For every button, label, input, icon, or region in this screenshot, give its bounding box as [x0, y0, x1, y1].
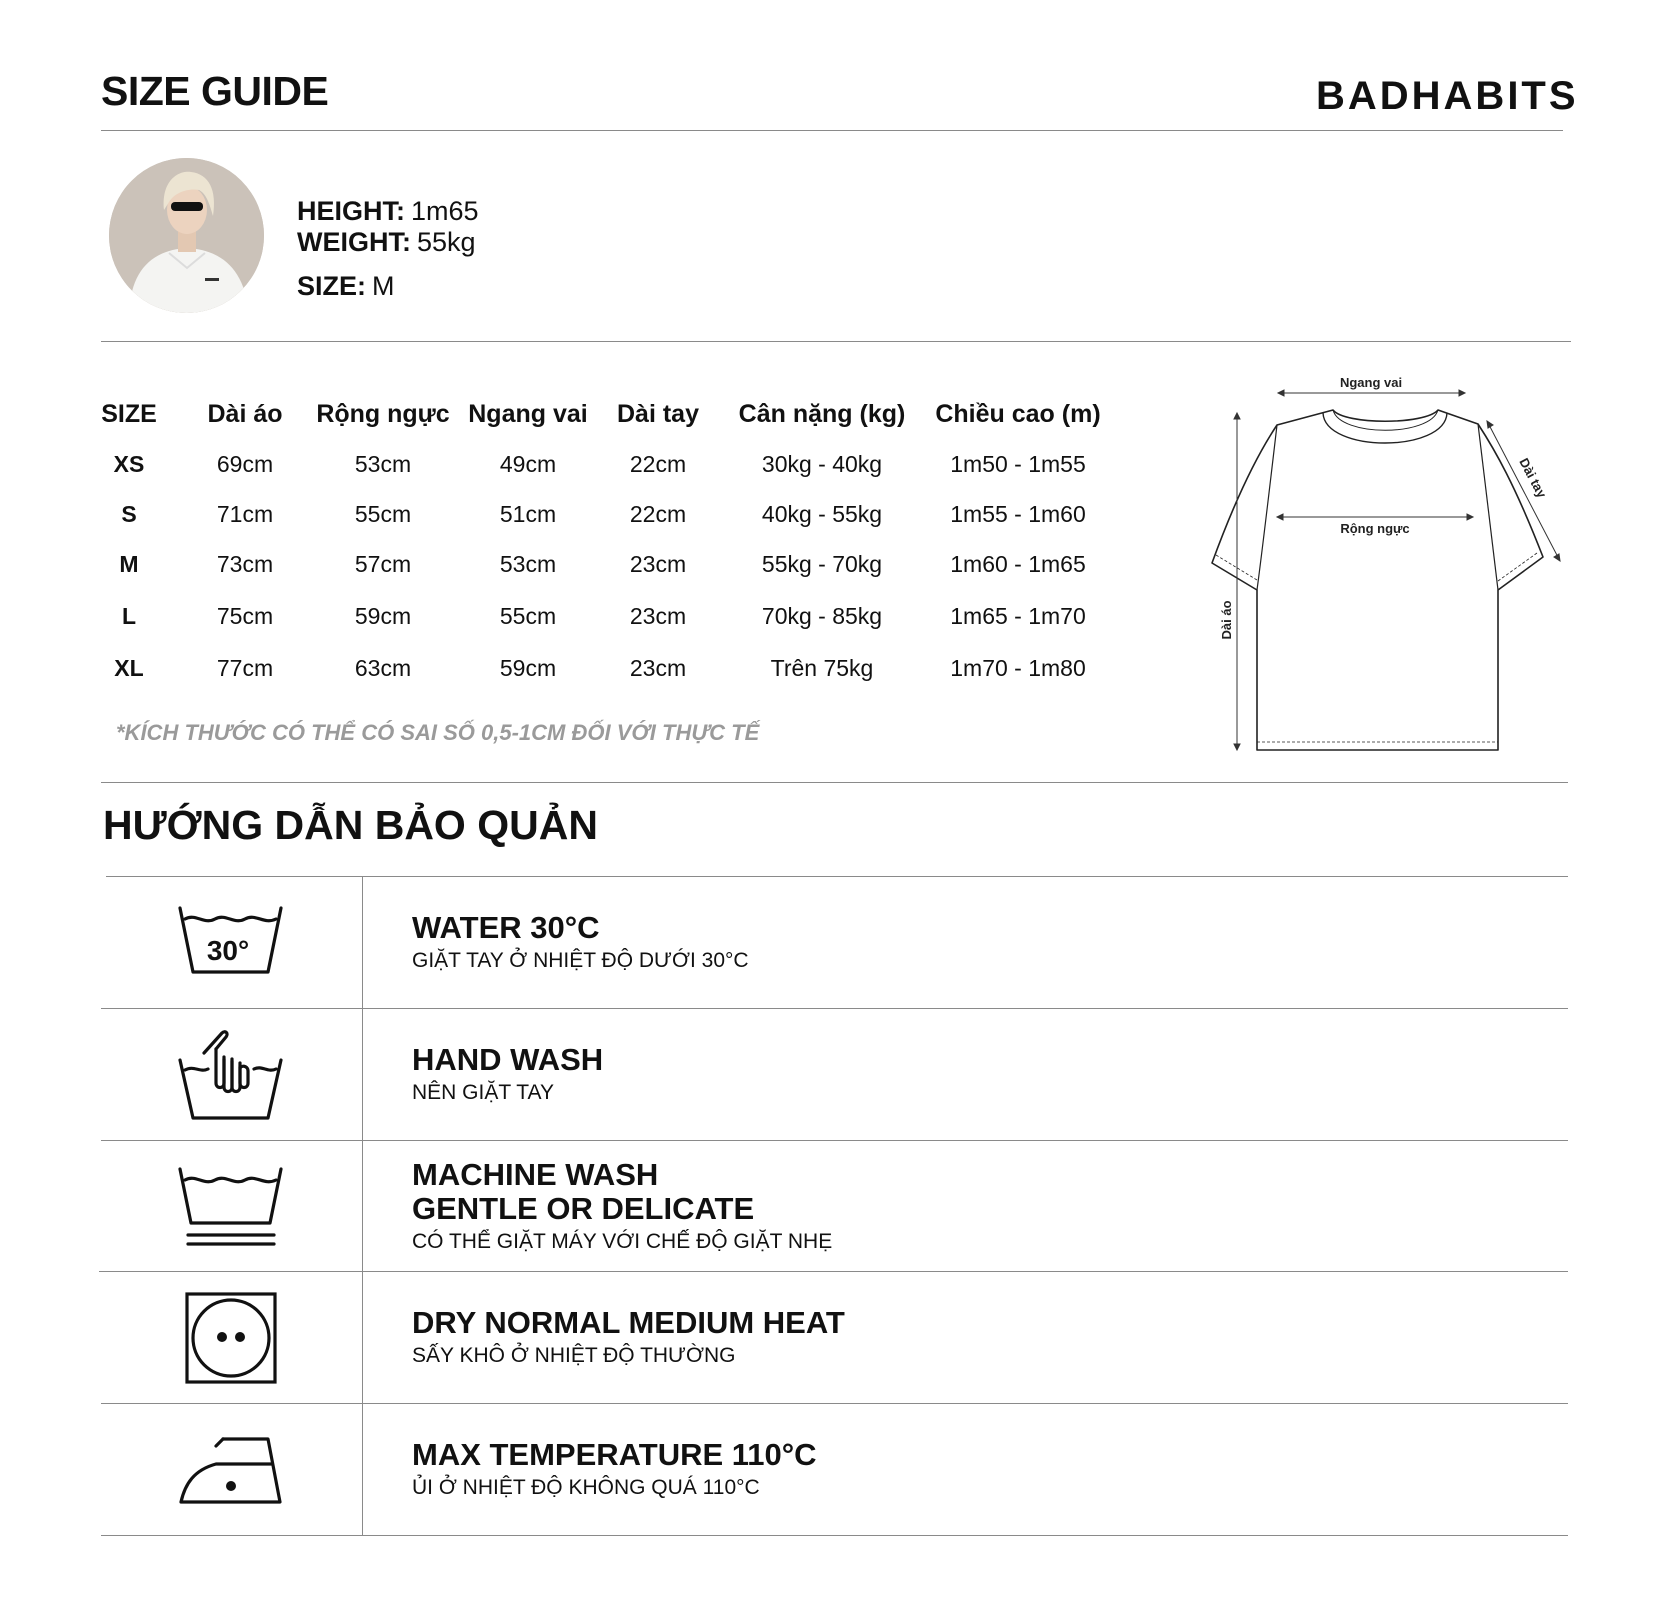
- table-cell: 55cm: [354, 501, 412, 527]
- table-cell: 49cm: [499, 451, 557, 477]
- table-cell: S: [121, 501, 137, 527]
- label-sleeve: Dài tay: [1516, 455, 1550, 501]
- table-cell: 23cm: [629, 655, 687, 681]
- divider: [101, 341, 1571, 342]
- table-cell: 40kg - 55kg: [761, 501, 883, 527]
- model-height: HEIGHT: 1m65: [297, 196, 479, 226]
- table-cell: 53cm: [499, 551, 557, 577]
- wash-30-icon: [176, 903, 286, 983]
- table-cell: M: [119, 551, 139, 577]
- table-cell: 1m60 - 1m65: [950, 551, 1086, 577]
- care-item-title: WATER 30°C: [412, 910, 600, 945]
- table-cell: 75cm: [216, 603, 274, 629]
- brand-logo: BADHABITS: [1316, 74, 1579, 118]
- model-avatar: [109, 158, 264, 313]
- table-cell: 1m50 - 1m55: [950, 451, 1086, 477]
- table-cell: 22cm: [629, 501, 687, 527]
- table-cell: 59cm: [354, 603, 412, 629]
- care-item-title: MACHINE WASH: [412, 1157, 659, 1192]
- care-item-subtitle: ỦI Ở NHIỆT ĐỘ KHÔNG QUÁ 110°C: [412, 1476, 760, 1499]
- table-header: Dài áo: [207, 400, 283, 428]
- care-row: [100, 1141, 1568, 1273]
- table-cell: 1m70 - 1m80: [950, 655, 1086, 681]
- table-cell: 22cm: [629, 451, 687, 477]
- table-cell: XL: [114, 655, 144, 681]
- table-cell: 69cm: [216, 451, 274, 477]
- hand-wash-icon: [176, 1025, 286, 1125]
- table-header: Rộng ngực: [316, 400, 450, 428]
- divider: [101, 1535, 1568, 1536]
- table-cell: 73cm: [216, 551, 274, 577]
- care-item-title: MAX TEMPERATURE 110°C: [412, 1437, 817, 1472]
- table-cell: L: [121, 603, 137, 629]
- care-item-subtitle: SẤY KHÔ Ở NHIỆT ĐỘ THƯỜNG: [412, 1344, 736, 1367]
- tumble-dry-medium-icon: [184, 1291, 278, 1385]
- table-header: Cân nặng (kg): [738, 400, 906, 428]
- size-note: *KÍCH THƯỚC CÓ THỂ CÓ SAI SỐ 0,5-1CM ĐỐI VỚI THỰC TẾ: [116, 720, 760, 745]
- divider: [101, 130, 1563, 131]
- care-item-subtitle: CÓ THỂ GIẶT MÁY VỚI CHẾ ĐỘ GIẶT NHẸ: [412, 1230, 833, 1253]
- tshirt-diagram: [1195, 365, 1575, 760]
- care-item-subtitle: GIẶT TAY Ở NHIỆT ĐỘ DƯỚI 30°C: [412, 949, 749, 972]
- table-cell: XS: [113, 451, 145, 477]
- iron-medium-icon: [176, 1434, 286, 1506]
- care-item-title-line2: GENTLE OR DELICATE: [412, 1191, 755, 1226]
- table-cell: 1m65 - 1m70: [950, 603, 1086, 629]
- care-row: [100, 1009, 1568, 1141]
- table-header: Dài tay: [617, 400, 699, 428]
- table-cell: 53cm: [354, 451, 412, 477]
- care-row: [100, 1272, 1568, 1404]
- table-cell: 55kg - 70kg: [761, 551, 883, 577]
- label-length: Dài áo: [1219, 600, 1234, 640]
- care-title: HƯỚNG DẪN BẢO QUẢN: [103, 802, 598, 848]
- care-item-title: HAND WASH: [412, 1042, 604, 1077]
- table-cell: 30kg - 40kg: [761, 451, 883, 477]
- care-row: [100, 877, 1568, 1009]
- table-cell: 77cm: [216, 655, 274, 681]
- table-cell: 70kg - 85kg: [761, 603, 883, 629]
- table-cell: 55cm: [499, 603, 557, 629]
- wash-temp-label: 30°: [206, 935, 250, 966]
- table-cell: 71cm: [216, 501, 274, 527]
- model-size: SIZE: M: [297, 271, 395, 301]
- table-cell: 1m55 - 1m60: [950, 501, 1086, 527]
- machine-wash-gentle-icon: [176, 1165, 286, 1249]
- table-cell: 51cm: [499, 501, 557, 527]
- table-cell: 57cm: [354, 551, 412, 577]
- divider: [101, 782, 1568, 783]
- table-cell: 59cm: [499, 655, 557, 681]
- care-item-title: DRY NORMAL MEDIUM HEAT: [412, 1305, 845, 1340]
- label-chest: Rộng ngực: [1340, 521, 1410, 536]
- care-row: [100, 1404, 1568, 1536]
- table-cell: 63cm: [354, 655, 412, 681]
- table-header: Chiều cao (m): [935, 400, 1101, 428]
- table-cell: Trên 75kg: [770, 655, 874, 681]
- table-cell: 23cm: [629, 603, 687, 629]
- page-title: SIZE GUIDE: [101, 68, 329, 114]
- label-shoulder: Ngang vai: [1339, 375, 1403, 390]
- table-cell: 23cm: [629, 551, 687, 577]
- care-item-subtitle: NÊN GIẶT TAY: [412, 1081, 554, 1104]
- model-weight: WEIGHT: 55kg: [297, 227, 476, 257]
- table-header: SIZE: [101, 400, 157, 428]
- table-header: Ngang vai: [468, 400, 588, 428]
